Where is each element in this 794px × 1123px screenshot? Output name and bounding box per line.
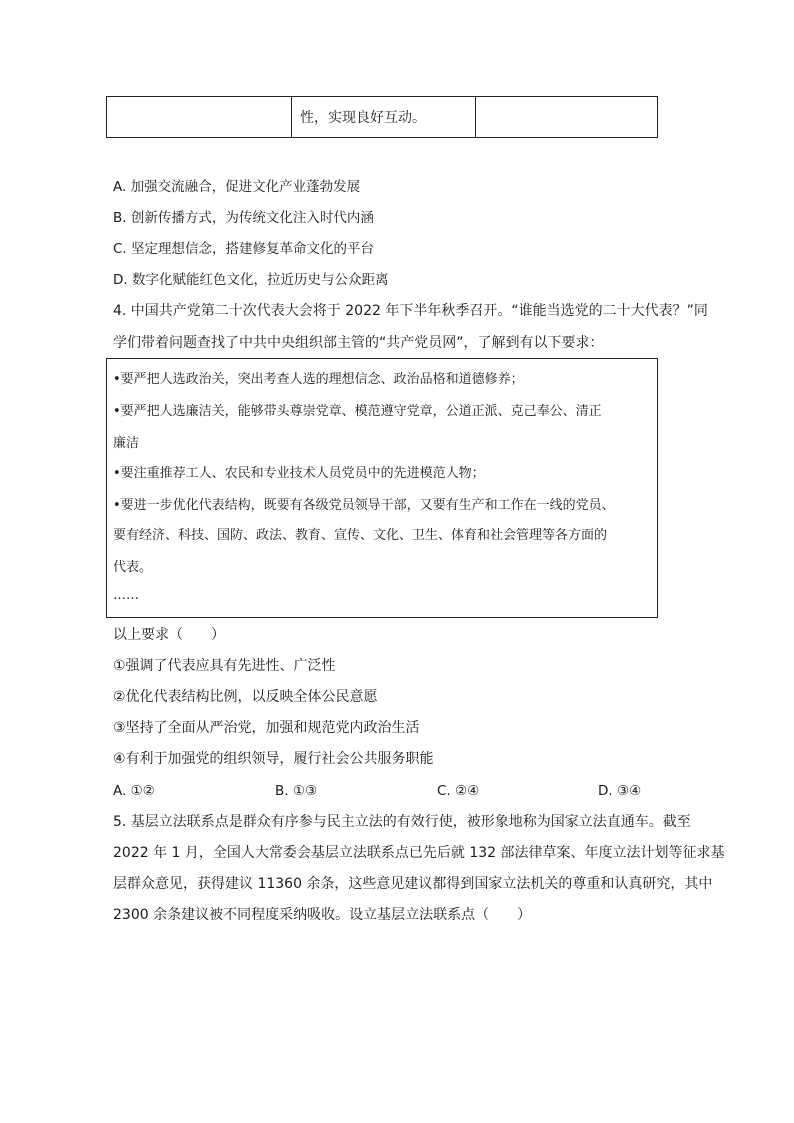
statement: ③坚持了全面从严治党，加强和规范党内政治生活 <box>113 720 420 736</box>
q4-stem-line: 4. 中国共产党第二十次代表大会将于 2022 年下半年秋季召开。“谁能当选党的二十大代表？”同 <box>113 303 708 319</box>
option-d: D. 数字化赋能红色文化，拉近历史与公众距离 <box>113 272 389 288</box>
box-line: 廉洁 <box>113 436 140 451</box>
table-cell <box>476 97 658 138</box>
q5-line: 2022 年 1 月，全国人大常委会基层立法联系点已先后就 132 部法律草案、年度立法计划等征求基 <box>113 845 725 861</box>
box-line: …… <box>113 588 139 603</box>
option-a: A. 加强交流融合，促进文化产业蓬勃发展 <box>113 179 361 195</box>
q4-question: 以上要求（ ） <box>113 627 225 643</box>
q4-stem-line: 学们带着问题查找了中共中央组织部主管的“共产党员网”，了解到有以下要求： <box>113 335 604 351</box>
statement: ④有利于加强党的组织领导，履行社会公共服务职能 <box>113 751 434 767</box>
statement: ②优化代表结构比例，以反映全体公民意愿 <box>113 689 378 705</box>
choice-b: B. ①③ <box>275 783 318 799</box>
option-b: B. 创新传播方式，为传统文化注入时代内涵 <box>113 210 374 226</box>
box-line: •要进一步优化代表结构，既要有各级党员领导干部，又要有生产和工作在一线的党员、 <box>113 498 615 513</box>
option-c: C. 坚定理想信念，搭建修复革命文化的平台 <box>113 241 375 257</box>
continued-table <box>106 96 658 138</box>
q5-line: 2300 余条建议被不同程度采纳吸收。设立基层立法联系点（ ） <box>113 907 532 923</box>
box-line: 要有经济、科技、国防、政法、教育、宣传、文化、卫生、体育和社会管理等各方面的 <box>113 528 608 543</box>
table-cell <box>107 97 292 138</box>
table-cell: 性，实现良好互动。 <box>292 97 476 138</box>
statement: ①强调了代表应具有先进性、广泛性 <box>113 658 336 674</box>
box-line: 代表。 <box>113 560 153 575</box>
choice-a: A. ①② <box>113 783 155 799</box>
table-row <box>107 97 658 138</box>
material-box <box>106 358 658 618</box>
q5-line: 层群众意见，获得建议 11360 余条，这些意见建议都得到国家立法机关的尊重和认真研究，其中 <box>113 876 713 892</box>
box-line: •要严把人选政治关，突出考查人选的理想信念、政治品格和道德修养； <box>113 372 524 387</box>
choice-d: D. ③④ <box>598 783 642 799</box>
choice-c: C. ②④ <box>437 783 480 799</box>
box-line: •要严把人选廉洁关，能够带头尊崇党章、模范遵守党章，公道正派、克己奉公、清正 <box>113 404 602 419</box>
q5-line: 5. 基层立法联系点是群众有序参与民主立法的有效行使，被形象地称为国家立法直通车。截至 <box>113 814 691 830</box>
box-line: •要注重推荐工人、农民和专业技术人员党员中的先进模范人物； <box>113 466 485 481</box>
